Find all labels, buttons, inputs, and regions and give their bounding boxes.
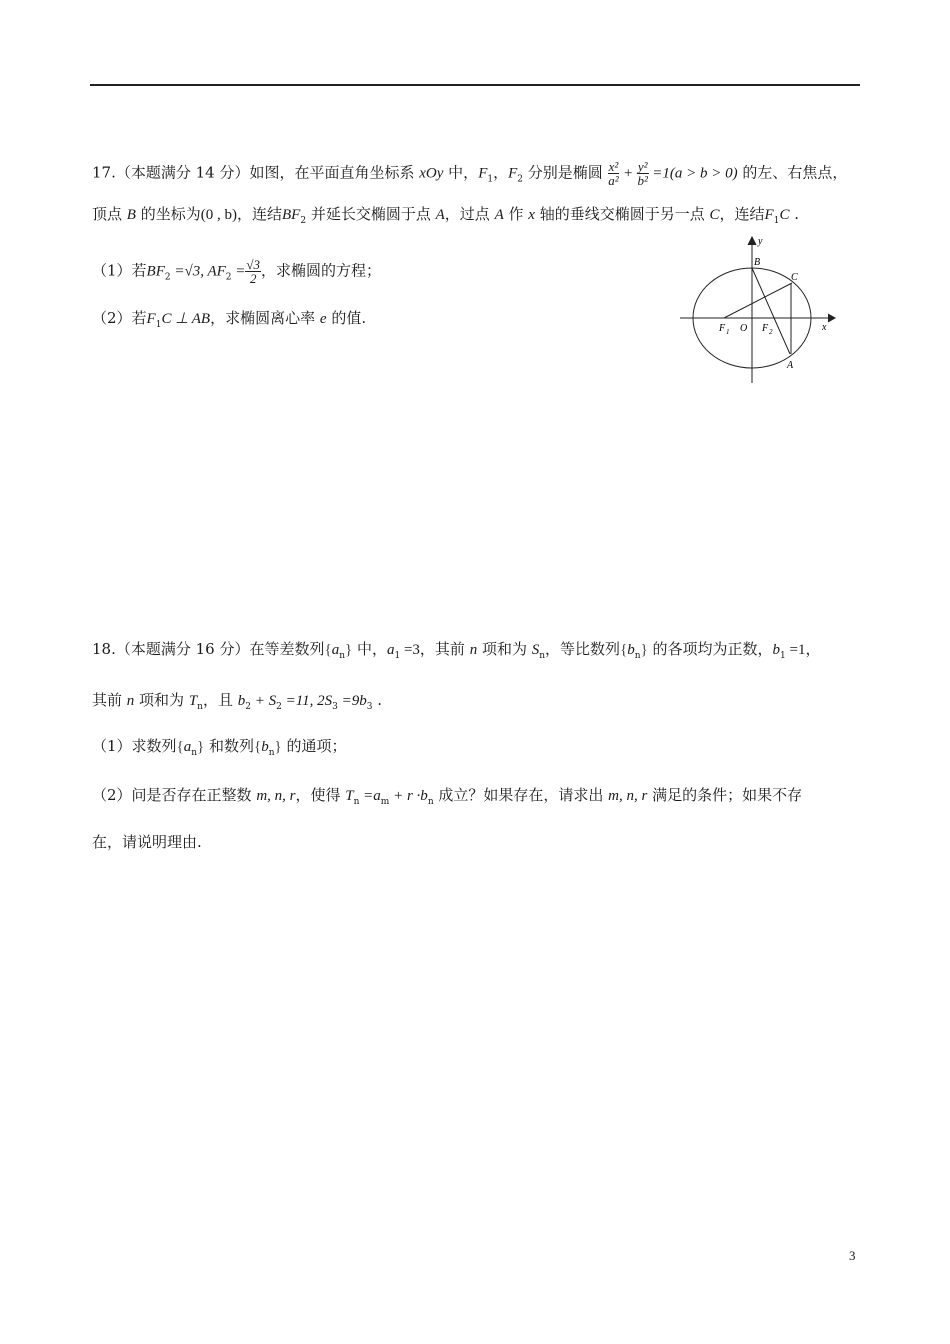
eq-part: + r ·b [389, 788, 428, 804]
q18-line-2 [92, 689, 382, 718]
f2-symbol: F [508, 165, 518, 182]
f1-symbol: F [478, 165, 488, 182]
eq-part: =a [359, 788, 381, 804]
page-number: 3 [849, 1248, 856, 1263]
frac-num: √3 [246, 257, 261, 272]
equation-part: = [231, 263, 246, 280]
mnr-symbols: m, n, r [256, 788, 296, 804]
sn-sub: n [539, 651, 546, 661]
y-axis-arrow-icon [748, 237, 756, 245]
frac-den: b² [637, 173, 648, 188]
q17-line-1 [92, 160, 847, 191]
root3-over-2 [245, 258, 261, 285]
fig-label-c: C [791, 272, 798, 283]
q17-text: ，连结 [236, 205, 282, 223]
eq-part: =11, 2S [281, 693, 333, 709]
frac-den: 2 [249, 271, 257, 286]
q17-text: ，求椭圆的方程； [261, 261, 382, 280]
brace-left: { [324, 642, 332, 658]
b1-sub: 1 [780, 651, 786, 661]
q17-text: 的左、右焦点， [737, 163, 848, 182]
q17-text: 的值. [326, 309, 367, 327]
bf2-symbol: BF [146, 263, 165, 280]
a1-sub: 1 [394, 651, 401, 661]
eq-b: b [237, 693, 246, 709]
bn-symbol: b [261, 739, 269, 755]
q18-text: 的各项均为正数， [647, 640, 773, 658]
header-rule [90, 84, 860, 86]
f2-sub: 2 [517, 174, 524, 185]
fig-label-f1: F [719, 323, 726, 334]
bf2-symbol: BF [282, 207, 301, 223]
equation-part: =√3, AF [170, 263, 226, 280]
an-sub: n [191, 748, 198, 758]
point-a: A [494, 207, 504, 223]
an-symbol: a [331, 642, 340, 658]
q17-text: 轴的垂线交椭圆于另一点 [534, 205, 710, 223]
fig-label-x: x [822, 322, 827, 333]
fig-label-y: y [758, 236, 763, 247]
af2-sub: 2 [225, 272, 232, 283]
plus-sign: + [619, 165, 637, 182]
q17-text: ，求椭圆离心率 [210, 309, 320, 327]
q17-part-1 [92, 258, 381, 289]
brace-right: } [274, 739, 282, 755]
q18-text: 其前 [92, 691, 127, 709]
q17-text: . [789, 205, 800, 223]
q17-text: ，连结 [719, 205, 765, 223]
q17-part1-label: （1）若 [92, 261, 147, 280]
q18-intro-text: 18.（本题满分 16 分）在等差数列 [92, 640, 325, 658]
q17-part-2 [92, 307, 366, 336]
fig-label-f2: F [762, 323, 769, 334]
f1c-c: C [779, 207, 790, 223]
q17-text: 并延长交椭圆于点 [310, 205, 436, 223]
ellipse-figure [672, 228, 852, 388]
sn-symbol: S [531, 642, 540, 658]
frac-num: y² [637, 159, 648, 174]
q18-part-2-cont [92, 831, 202, 853]
segment-ba [752, 268, 790, 354]
b1-eq: =1 [785, 642, 806, 658]
tn-symbol: T [188, 693, 198, 709]
n-symbol: n [126, 693, 135, 709]
q18-part-2 [92, 784, 802, 813]
segment-f1c [724, 283, 792, 318]
q17-part2-label: （2）若 [92, 309, 147, 327]
q18-text: 项和为 [477, 640, 532, 658]
eq-sub: m [380, 797, 390, 807]
q18-text: 成立？如果存在，请求出 [433, 786, 609, 804]
q18-text: 在，请说明理由. [92, 833, 202, 851]
brace-right: } [197, 739, 205, 755]
bn-sub: n [268, 748, 275, 758]
frac-num: x² [608, 159, 619, 174]
q17-text: 作 [503, 205, 529, 223]
point-c: C [709, 207, 720, 223]
eq-sub: 2 [245, 702, 251, 712]
q18-text: ，使得 [295, 786, 346, 804]
q18-text: ，等比数列 [545, 640, 621, 658]
bn-sub: n [634, 651, 641, 661]
ellipse-frac-x [608, 160, 620, 187]
a1-symbol: a [386, 642, 395, 658]
q18-part1-label: （1）求数列 [92, 737, 177, 755]
q17-text: 顶点 [92, 205, 127, 223]
ellipse-frac-y [637, 160, 649, 187]
b1-symbol: b [772, 642, 781, 658]
eq-part: =9b [337, 693, 367, 709]
eq-part: + S [250, 693, 277, 709]
bn-symbol: b [627, 642, 635, 658]
frac-den: a² [608, 173, 619, 188]
tn-sub: n [353, 797, 360, 807]
q18-text: 项和为 [134, 691, 189, 709]
q17-text: 分别是椭圆 [523, 163, 603, 182]
brace-left: { [620, 642, 628, 658]
fig-label-a: A [787, 360, 794, 371]
q18-text: 中， [352, 640, 387, 658]
point-a: A [435, 207, 445, 223]
xoy-label: xOy [419, 165, 444, 182]
q18-text: . [372, 691, 382, 709]
x-axis-arrow-icon [828, 314, 835, 322]
eq-sub: 3 [332, 702, 338, 712]
brace-right: } [344, 642, 353, 658]
f1c-sub: 1 [773, 216, 780, 226]
bf2-sub: 2 [164, 272, 171, 283]
f1-sub: 1 [155, 320, 162, 330]
f1-sub: 1 [487, 174, 494, 185]
eccentricity-symbol: e [319, 311, 327, 327]
f1c-symbol: F [764, 207, 774, 223]
tn-sub: n [197, 702, 203, 712]
fig-label-f2-sub: 2 [769, 328, 773, 336]
coord-b: (0 , b) [200, 207, 237, 223]
point-b: B [126, 207, 136, 223]
q18-part-1 [92, 735, 347, 764]
q18-text: ，且 [202, 691, 238, 709]
brace-left: { [254, 739, 262, 755]
q18-text: 满足的条件；如果不存 [647, 786, 803, 804]
q18-line-1 [92, 638, 821, 667]
x-axis-label: x [528, 207, 535, 223]
f1-symbol: F [146, 311, 156, 327]
q18-part2-label: （2）问是否存在正整数 [92, 786, 257, 804]
a1-eq: =3 [400, 642, 420, 658]
q18-text: ，其前 [419, 640, 470, 658]
mnr-symbols: m, n, r [608, 788, 648, 804]
q17-text: 的坐标为 [135, 205, 201, 223]
n-symbol: n [469, 642, 478, 658]
ellipse-condition: =1(a > b > 0) [648, 165, 738, 182]
q17-text: 中， [443, 163, 479, 182]
tn-symbol: T [345, 788, 354, 804]
q17-text: ， [493, 163, 509, 182]
an-symbol: a [183, 739, 192, 755]
eq-sub: 3 [366, 702, 373, 712]
brace-left: { [176, 739, 184, 755]
q17-text: ，过点 [444, 205, 495, 223]
an-sub: n [339, 651, 345, 661]
q17-intro-text: 17.（本题满分 14 分）如图，在平面直角坐标系 [92, 163, 420, 182]
q18-text: 的通项； [281, 737, 347, 755]
eq-sub: n [427, 797, 434, 807]
fig-label-b: B [754, 257, 761, 268]
q18-text: ， [805, 640, 821, 658]
eq-sub: 2 [276, 702, 282, 712]
fig-label-f1-sub: 1 [726, 328, 730, 336]
q18-text: 和数列 [204, 737, 255, 755]
bf2-sub: 2 [300, 216, 307, 226]
fig-label-o: O [740, 323, 748, 334]
brace-right: } [640, 642, 648, 658]
perp-condition: C ⊥ AB [161, 311, 211, 327]
